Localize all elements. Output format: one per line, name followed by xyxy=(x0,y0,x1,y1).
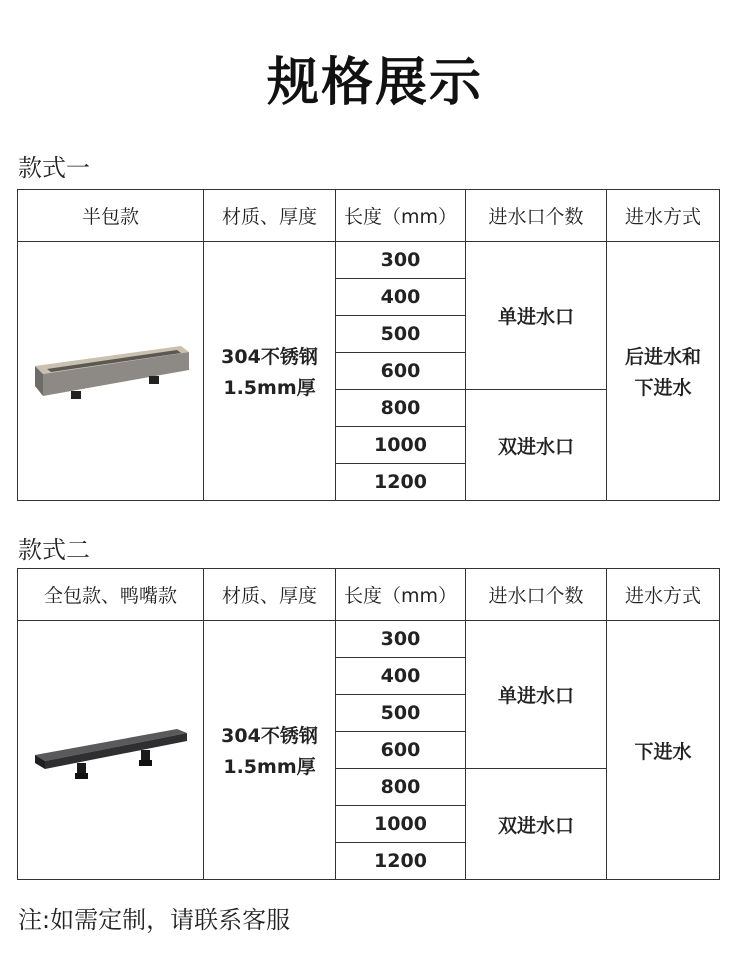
inlet-double-cell: 双进水口 xyxy=(466,390,607,501)
header-inlet-method: 进水方式 xyxy=(607,569,720,621)
length-cell: 1200 xyxy=(336,843,466,880)
header-length: 长度（mm） xyxy=(336,190,466,242)
inlet-method-cell: 下进水 xyxy=(607,621,720,880)
style1-spec-table xyxy=(17,189,720,501)
header-material: 材质、厚度 xyxy=(204,190,336,242)
inlet-single-cell: 单进水口 xyxy=(466,621,607,769)
header-product-name: 全包款、鸭嘴款 xyxy=(18,569,204,621)
length-cell: 600 xyxy=(336,353,466,390)
method-line1: 后进水和 xyxy=(624,346,701,368)
material-line1: 304不锈钢 xyxy=(221,725,318,747)
product-image-cell xyxy=(18,621,204,880)
style2-spec-table xyxy=(17,568,720,880)
page-title: 规格展示 xyxy=(266,53,483,113)
material-line1: 304不锈钢 xyxy=(221,346,318,368)
length-cell: 500 xyxy=(336,316,466,353)
method-line2: 下进水 xyxy=(634,377,692,399)
header-length: 长度（mm） xyxy=(336,569,466,621)
header-material: 材质、厚度 xyxy=(204,569,336,621)
table-header-row xyxy=(18,190,720,242)
material-line2: 1.5mm厚 xyxy=(223,377,316,399)
header-product-name: 半包款 xyxy=(18,190,204,242)
material-line2: 1.5mm厚 xyxy=(223,756,316,778)
half-wrap-waterfall-image xyxy=(31,336,191,406)
style2-label: 款式二 xyxy=(18,536,90,564)
length-cell: 500 xyxy=(336,695,466,732)
length-cell: 400 xyxy=(336,279,466,316)
inlet-method-cell xyxy=(607,242,720,501)
footer-note: 注:如需定制，请联系客服 xyxy=(18,906,291,934)
table-header-row xyxy=(18,569,720,621)
length-cell: 800 xyxy=(336,769,466,806)
length-cell: 300 xyxy=(336,621,466,658)
product-image-cell xyxy=(18,242,204,501)
full-wrap-waterfall-image xyxy=(31,715,191,785)
length-cell: 800 xyxy=(336,390,466,427)
length-cell: 1200 xyxy=(336,464,466,501)
material-cell xyxy=(204,621,336,880)
header-inlet-count: 进水口个数 xyxy=(466,190,607,242)
style1-label: 款式一 xyxy=(18,154,90,182)
inlet-single-cell: 单进水口 xyxy=(466,242,607,390)
length-cell: 400 xyxy=(336,658,466,695)
length-cell: 300 xyxy=(336,242,466,279)
length-cell: 1000 xyxy=(336,427,466,464)
header-inlet-method: 进水方式 xyxy=(607,190,720,242)
header-inlet-count: 进水口个数 xyxy=(466,569,607,621)
length-cell: 600 xyxy=(336,732,466,769)
length-cell: 1000 xyxy=(336,806,466,843)
inlet-double-cell: 双进水口 xyxy=(466,769,607,880)
material-cell xyxy=(204,242,336,501)
